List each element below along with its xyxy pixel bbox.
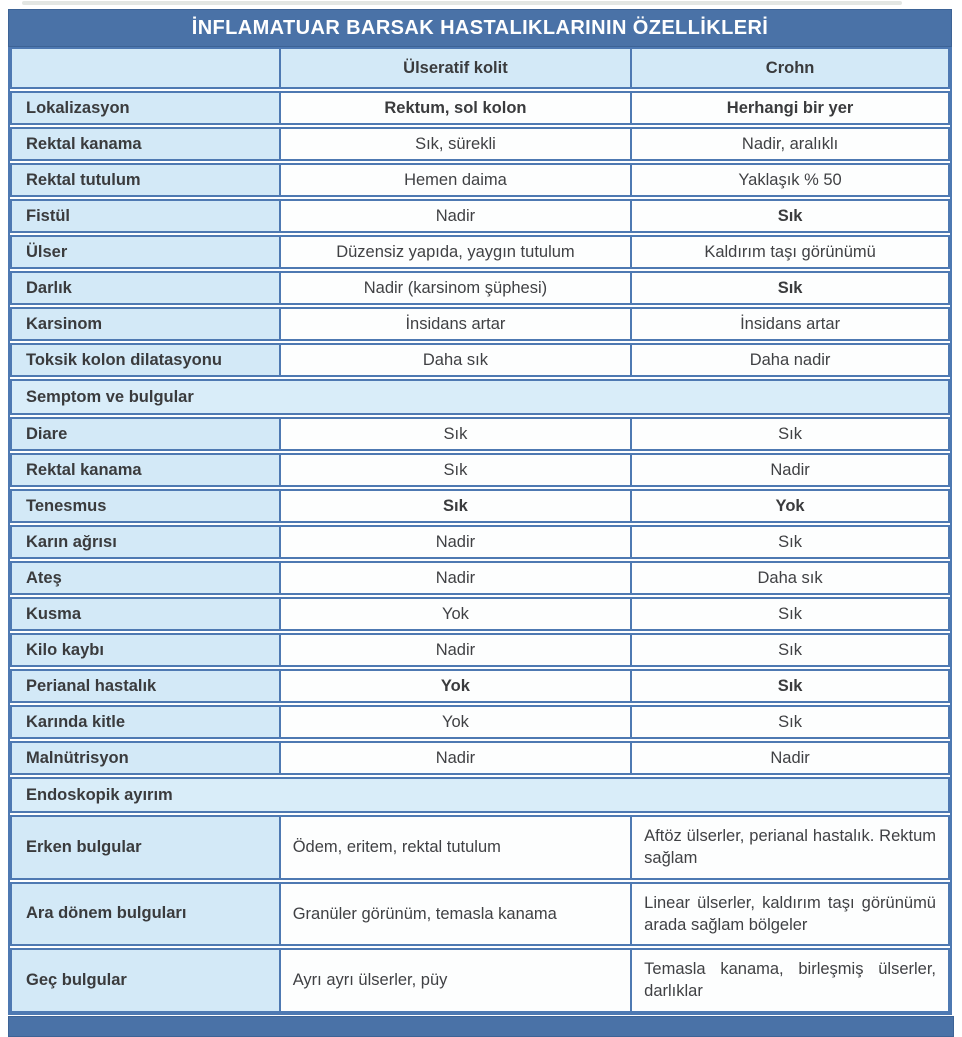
column-header-empty — [10, 47, 281, 89]
table-row — [10, 741, 950, 775]
table-row — [10, 669, 950, 703]
cell-ulseratif-kolit: Nadir — [279, 633, 632, 667]
table-row — [10, 597, 950, 631]
row-label: Rektal tutulum — [10, 163, 281, 197]
table-title: İNFLAMATUAR BARSAK HASTALIKLARININ ÖZELLİKLERİ — [191, 16, 769, 39]
table-row — [10, 525, 950, 559]
section-row-label: Semptom ve bulgular — [10, 379, 950, 415]
cell-ulseratif-kolit: İnsidans artar — [279, 307, 632, 341]
cell-ulseratif-kolit: Nadir — [279, 741, 632, 775]
row-label: Karsinom — [10, 307, 281, 341]
cell-ulseratif-kolit: Yok — [279, 669, 632, 703]
row-label: Toksik kolon dilatasyonu — [10, 343, 281, 377]
ibd-comparison-table — [8, 47, 952, 1015]
row-label: Karın ağrısı — [10, 525, 281, 559]
cell-crohn: Sık — [630, 199, 950, 233]
row-label: Geç bulgular — [10, 948, 281, 1013]
table-row — [10, 815, 950, 880]
row-label: Karında kitle — [10, 705, 281, 739]
row-label: Ara dönem bulguları — [10, 882, 281, 947]
table-row — [10, 127, 950, 161]
cell-ulseratif-kolit: Yok — [279, 597, 632, 631]
row-label: Kusma — [10, 597, 281, 631]
column-header-crohn: Crohn — [630, 47, 950, 89]
cell-ulseratif-kolit: Granüler görünüm, temasla kanama — [279, 882, 632, 947]
cell-ulseratif-kolit: Ayrı ayrı ülserler, püy — [279, 948, 632, 1013]
cell-ulseratif-kolit: Sık — [279, 417, 632, 451]
row-label: Fistül — [10, 199, 281, 233]
cell-crohn: Sık — [630, 525, 950, 559]
table-row — [10, 489, 950, 523]
cell-crohn: Temasla kanama, birleşmiş ülserler, darlıklar — [630, 948, 950, 1013]
table-row — [10, 561, 950, 595]
cell-crohn: Linear ülserler, kaldırım taşı görünümü arada sağlam bölgeler — [630, 882, 950, 947]
cell-crohn: Daha sık — [630, 561, 950, 595]
cell-ulseratif-kolit: Düzensiz yapıda, yaygın tutulum — [279, 235, 632, 269]
table-row — [10, 343, 950, 377]
table-row — [10, 633, 950, 667]
cell-ulseratif-kolit: Hemen daima — [279, 163, 632, 197]
cell-ulseratif-kolit: Nadir — [279, 525, 632, 559]
row-label: Erken bulgular — [10, 815, 281, 880]
cell-ulseratif-kolit: Rektum, sol kolon — [279, 91, 632, 125]
scanned-page — [8, 9, 952, 1037]
table-row — [10, 417, 950, 451]
cell-crohn: Sık — [630, 597, 950, 631]
cell-crohn: Nadir — [630, 741, 950, 775]
cell-ulseratif-kolit: Ödem, eritem, rektal tutulum — [279, 815, 632, 880]
column-header-ulseratif-kolit: Ülseratif kolit — [279, 47, 632, 89]
table-row — [10, 307, 950, 341]
cell-crohn: Yaklaşık % 50 — [630, 163, 950, 197]
cell-crohn: Aftöz ülserler, perianal hastalık. Rektum sağlam — [630, 815, 950, 880]
cell-ulseratif-kolit: Nadir — [279, 561, 632, 595]
row-label: Malnütrisyon — [10, 741, 281, 775]
table-row — [10, 199, 950, 233]
row-label: Rektal kanama — [10, 127, 281, 161]
row-label: Diare — [10, 417, 281, 451]
cell-ulseratif-kolit: Yok — [279, 705, 632, 739]
row-label: Kilo kaybı — [10, 633, 281, 667]
cell-ulseratif-kolit: Nadir — [279, 199, 632, 233]
table-row — [10, 91, 950, 125]
column-header-row — [10, 47, 950, 89]
cell-ulseratif-kolit: Sık — [279, 453, 632, 487]
table-row — [10, 882, 950, 947]
table-title-bar — [8, 9, 952, 47]
cell-crohn: Nadir, aralıklı — [630, 127, 950, 161]
cell-ulseratif-kolit: Nadir (karsinom şüphesi) — [279, 271, 632, 305]
cell-ulseratif-kolit: Sık — [279, 489, 632, 523]
table-row — [10, 705, 950, 739]
row-label: Lokalizasyon — [10, 91, 281, 125]
cell-crohn: Sık — [630, 705, 950, 739]
table-row — [10, 235, 950, 269]
cell-crohn: Nadir — [630, 453, 950, 487]
table-row — [10, 271, 950, 305]
table-bottom-bar — [8, 1016, 954, 1037]
cell-crohn: Yok — [630, 489, 950, 523]
row-label: Ateş — [10, 561, 281, 595]
row-label: Darlık — [10, 271, 281, 305]
table-row — [10, 453, 950, 487]
cell-ulseratif-kolit: Sık, sürekli — [279, 127, 632, 161]
table-row — [10, 948, 950, 1013]
table-row — [10, 163, 950, 197]
cell-crohn: Sık — [630, 633, 950, 667]
row-label: Rektal kanama — [10, 453, 281, 487]
cell-crohn: Herhangi bir yer — [630, 91, 950, 125]
cell-crohn: İnsidans artar — [630, 307, 950, 341]
table-section-row — [10, 777, 950, 813]
row-label: Ülser — [10, 235, 281, 269]
cell-crohn: Daha nadir — [630, 343, 950, 377]
table-section-row — [10, 379, 950, 415]
cell-crohn: Sık — [630, 669, 950, 703]
row-label: Perianal hastalık — [10, 669, 281, 703]
scan-artifact-line — [22, 1, 902, 5]
cell-crohn: Sık — [630, 417, 950, 451]
row-label: Tenesmus — [10, 489, 281, 523]
cell-ulseratif-kolit: Daha sık — [279, 343, 632, 377]
cell-crohn: Kaldırım taşı görünümü — [630, 235, 950, 269]
section-row-label: Endoskopik ayırım — [10, 777, 950, 813]
cell-crohn: Sık — [630, 271, 950, 305]
